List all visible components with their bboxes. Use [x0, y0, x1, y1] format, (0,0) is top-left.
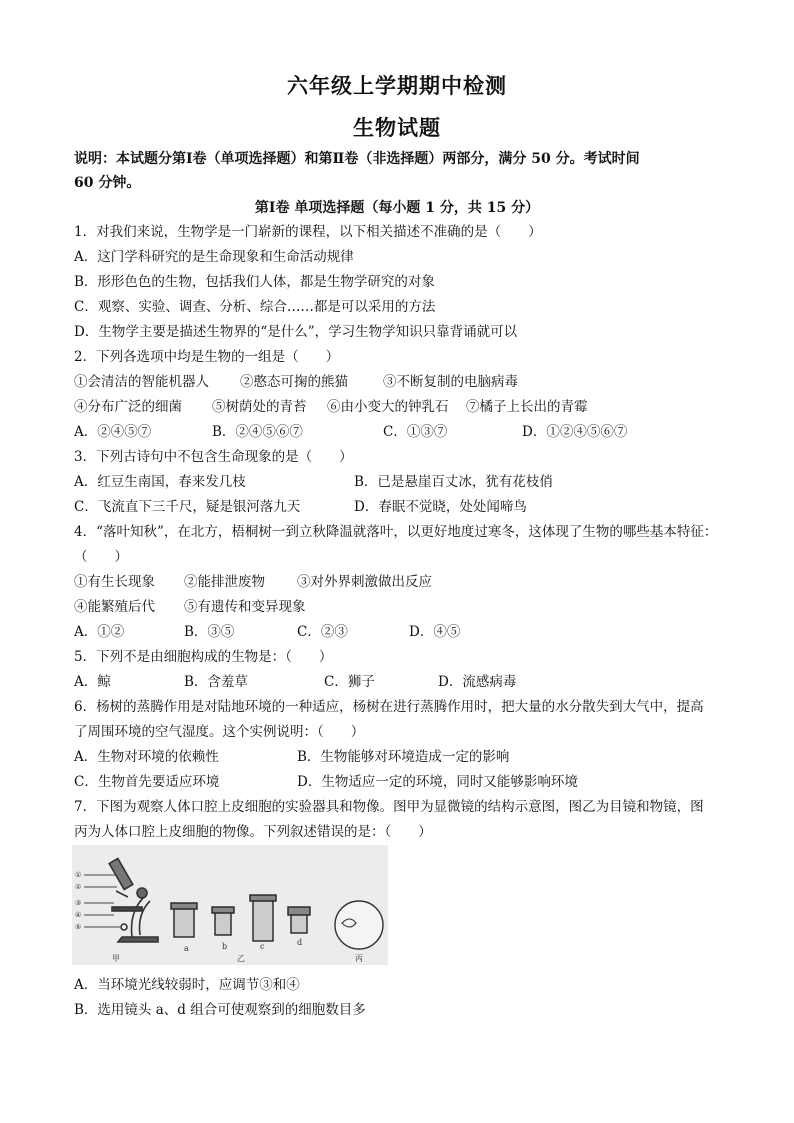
- figure-label-bing: 丙: [355, 954, 363, 963]
- q2-option-d: D．①②④⑤⑥⑦: [522, 424, 628, 440]
- q4-item-2: ②能排泄废物: [184, 574, 265, 590]
- q2-item-7: ⑦橘子上长出的青霉: [466, 399, 588, 415]
- q2-item-6: ⑥由小变大的钟乳石: [327, 399, 449, 415]
- q4-item-3: ③对外界刺激做出反应: [297, 574, 432, 590]
- marker-1: ①: [75, 871, 82, 879]
- eyepiece-lens-d: [288, 907, 310, 933]
- section-heading: 第Ⅰ卷 单项选择题（每小题 1 分，共 15 分）: [254, 200, 540, 216]
- q1-option-c: C．观察、实验、调查、分析、综合……都是可以采用的方法: [74, 299, 436, 315]
- microscope-figure: [72, 845, 388, 965]
- q4-item-4: ④能繁殖后代: [74, 599, 155, 615]
- lens-label-a: a: [184, 944, 189, 953]
- lens-label-d: d: [297, 938, 303, 947]
- q4-option-c: C．②③: [297, 624, 348, 640]
- q6-option-d: D．生物适应一定的环境，同时又能够影响环境: [297, 774, 578, 790]
- q4-stem-cont: （ ）: [74, 549, 128, 565]
- q2-item-2: ②憨态可掬的熊猫: [240, 374, 348, 390]
- microscope-diagram: [72, 845, 388, 965]
- lens-label-b: b: [222, 942, 228, 951]
- subject-title: 生物试题: [353, 115, 441, 140]
- objective-lens-c: [250, 895, 276, 941]
- q3-stem: 3．下列古诗句中不包含生命现象的是（ ）: [74, 449, 353, 465]
- microscope-drawing: [109, 859, 158, 942]
- microscope-pointer-lines: [84, 875, 120, 927]
- marker-2: ②: [75, 883, 82, 891]
- q6-stem-cont: 了周围环境的空气湿度。这个实例说明：（ ）: [74, 724, 365, 740]
- q5-stem: 5．下列不是由细胞构成的生物是：（ ）: [74, 649, 333, 665]
- q2-item-5: ⑤树荫处的青苔: [212, 399, 307, 415]
- q7-option-b: B．选用镜头 a、d 组合可使观察到的细胞数目多: [74, 1002, 366, 1018]
- q3-option-b: B．已是悬崖百丈冰，犹有花枝俏: [354, 474, 553, 490]
- instructions-line-1: 说明：本试题分第Ⅰ卷（单项选择题）和第Ⅱ卷（非选择题）两部分，满分 50 分。考试时间: [74, 151, 640, 167]
- marker-3: ③: [75, 899, 82, 907]
- q4-option-d: D．④⑤: [409, 624, 461, 640]
- lens-label-c: c: [260, 942, 265, 951]
- marker-5: ⑤: [75, 923, 82, 931]
- q4-item-1: ①有生长现象: [74, 574, 155, 590]
- q7-option-a: A．当环境光线较弱时，应调节③和④: [74, 977, 300, 993]
- q7-stem: 7．下图为观察人体口腔上皮细胞的实验器具和物像。图甲为显微镜的结构示意图，图乙为目镜和物镜，图: [74, 799, 704, 815]
- q5-option-a: A．鲸: [74, 674, 111, 690]
- q4-option-a: A．①②: [74, 624, 125, 640]
- q3-option-c: C．飞流直下三千尺，疑是银河落九天: [74, 499, 301, 515]
- objective-lens-a: [171, 903, 197, 937]
- q1-option-b: B．形形色色的生物，包括我们人体，都是生物学研究的对象: [74, 274, 435, 290]
- q3-option-d: D．春眠不觉晓，处处闻啼鸟: [354, 499, 527, 515]
- q5-option-c: C．狮子: [324, 674, 375, 690]
- q7-stem-cont: 丙为人体口腔上皮细胞的物像。下列叙述错误的是：（ ）: [74, 824, 432, 840]
- figure-label-yi: 乙: [237, 954, 245, 963]
- eyepiece-lens-b: [212, 907, 234, 935]
- figure-label-jia: 甲: [112, 954, 120, 963]
- q5-option-d: D．流感病毒: [438, 674, 517, 690]
- q2-item-3: ③不断复制的电脑病毒: [383, 374, 518, 390]
- instructions-line-2: 60 分钟。: [74, 175, 141, 191]
- q2-stem: 2．下列各选项中均是生物的一组是（ ）: [74, 349, 340, 365]
- exam-title: 六年级上学期期中检测: [287, 73, 507, 98]
- q6-option-b: B．生物能够对环境造成一定的影响: [297, 749, 510, 765]
- q2-option-c: C．①③⑦: [383, 424, 448, 440]
- q4-option-b: B．③⑤: [184, 624, 235, 640]
- q2-item-1: ①会清洁的智能机器人: [74, 374, 209, 390]
- q3-option-a: A．红豆生南国，春来发几枝: [74, 474, 246, 490]
- marker-4: ④: [75, 911, 82, 919]
- q6-stem: 6．杨树的蒸腾作用是对陆地环境的一种适应，杨树在进行蒸腾作用时，把大量的水分散失到大气中，提高: [74, 699, 704, 715]
- q1-option-d: D．生物学主要是描述生物界的“是什么”，学习生物学知识只靠背诵就可以: [74, 324, 518, 340]
- q6-option-a: A．生物对环境的依赖性: [74, 749, 219, 765]
- q1-stem: 1．对我们来说，生物学是一门崭新的课程，以下相关描述不准确的是（ ）: [74, 224, 542, 240]
- q2-option-b: B．②④⑤⑥⑦: [212, 424, 303, 440]
- q2-item-4: ④分布广泛的细菌: [74, 399, 182, 415]
- q6-option-c: C．生物首先要适应环境: [74, 774, 220, 790]
- q4-stem: 4．“落叶知秋”，在北方，梧桐树一到立秋降温就落叶，以更好地度过寒冬，这体现了生物的哪些基本特征：: [74, 524, 718, 540]
- cell-view-circle: [335, 901, 383, 949]
- q4-item-5: ⑤有遗传和变异现象: [184, 599, 306, 615]
- q2-option-a: A．②④⑤⑦: [74, 424, 152, 440]
- q1-option-a: A．这门学科研究的是生命现象和生命活动规律: [74, 249, 354, 265]
- q5-option-b: B．含羞草: [184, 674, 248, 690]
